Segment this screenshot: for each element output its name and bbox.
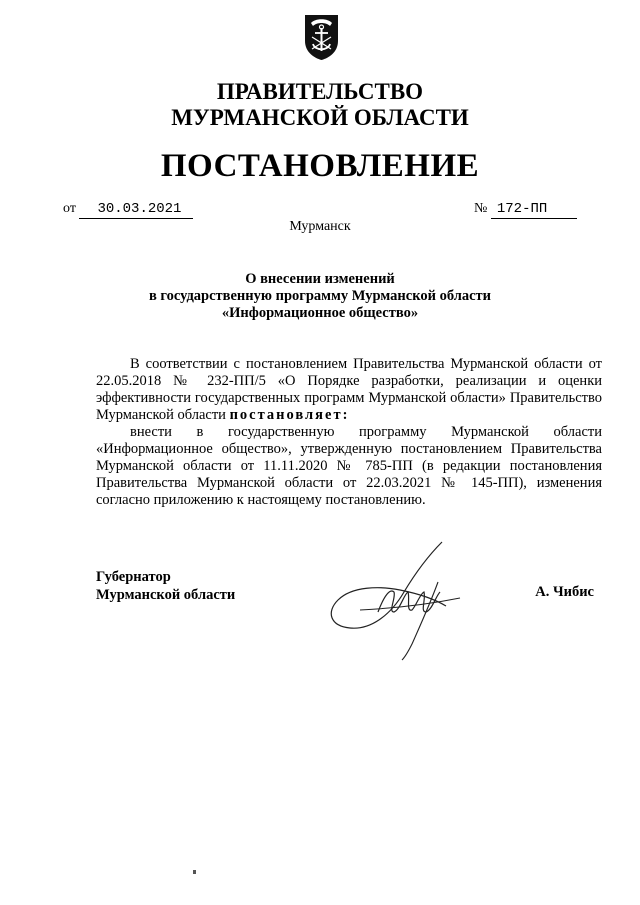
- date-row: [63, 200, 193, 219]
- resolves-keyword: постановляет:: [229, 407, 350, 423]
- document-date: 30.03.2021: [79, 200, 193, 219]
- document-subject: [0, 271, 640, 322]
- government-title-line1: ПРАВИТЕЛЬСТВО: [216, 79, 424, 104]
- paragraph-1-text: В соответствии с постановлением Правительства Мурманской области от 22.05.2018 № 232-ПП/5 «О Порядке разработки, реализации и оценки эффективности государственных программ Мурманской области» Правительство Мурманской области: [96, 356, 602, 423]
- number-row: [474, 200, 577, 219]
- subject-line3: «Информационное общество»: [221, 305, 419, 321]
- document-type: ПОСТАНОВЛЕНИЕ: [160, 148, 480, 184]
- document-body: [96, 356, 602, 509]
- signatory-role-line1: Губернатор: [96, 569, 171, 585]
- body-paragraph-2: внести в государственную программу Мурманской области «Информационное общество», утвержденную постановлением Правительства Мурманской области от 11.11.2020 № 785-ПП (в редакции постановления Правительства Мурманской области от 22.03.2021 № 145-ПП), изменения согласно приложению к настоящему постановлению.: [96, 424, 602, 508]
- signatory-role-line2: Мурманской области: [96, 587, 236, 603]
- coat-of-arms-icon: [303, 11, 340, 61]
- date-prefix: от: [63, 201, 76, 216]
- subject-line1: О внесении изменений: [245, 271, 395, 287]
- government-title-line2: МУРМАНСКОЙ ОБЛАСТИ: [171, 105, 469, 130]
- body-paragraph-1: [96, 356, 602, 424]
- scan-artifact-dot: [193, 870, 196, 874]
- document-number: 172-ПП: [491, 200, 577, 219]
- signatory-position: [96, 568, 235, 604]
- signature-icon: [320, 534, 470, 664]
- subject-line2: в государственную программу Мурманской области: [148, 288, 492, 304]
- city: Мурманск: [289, 219, 351, 234]
- signatory-name: А. Чибис: [535, 584, 594, 600]
- number-prefix: №: [474, 201, 488, 216]
